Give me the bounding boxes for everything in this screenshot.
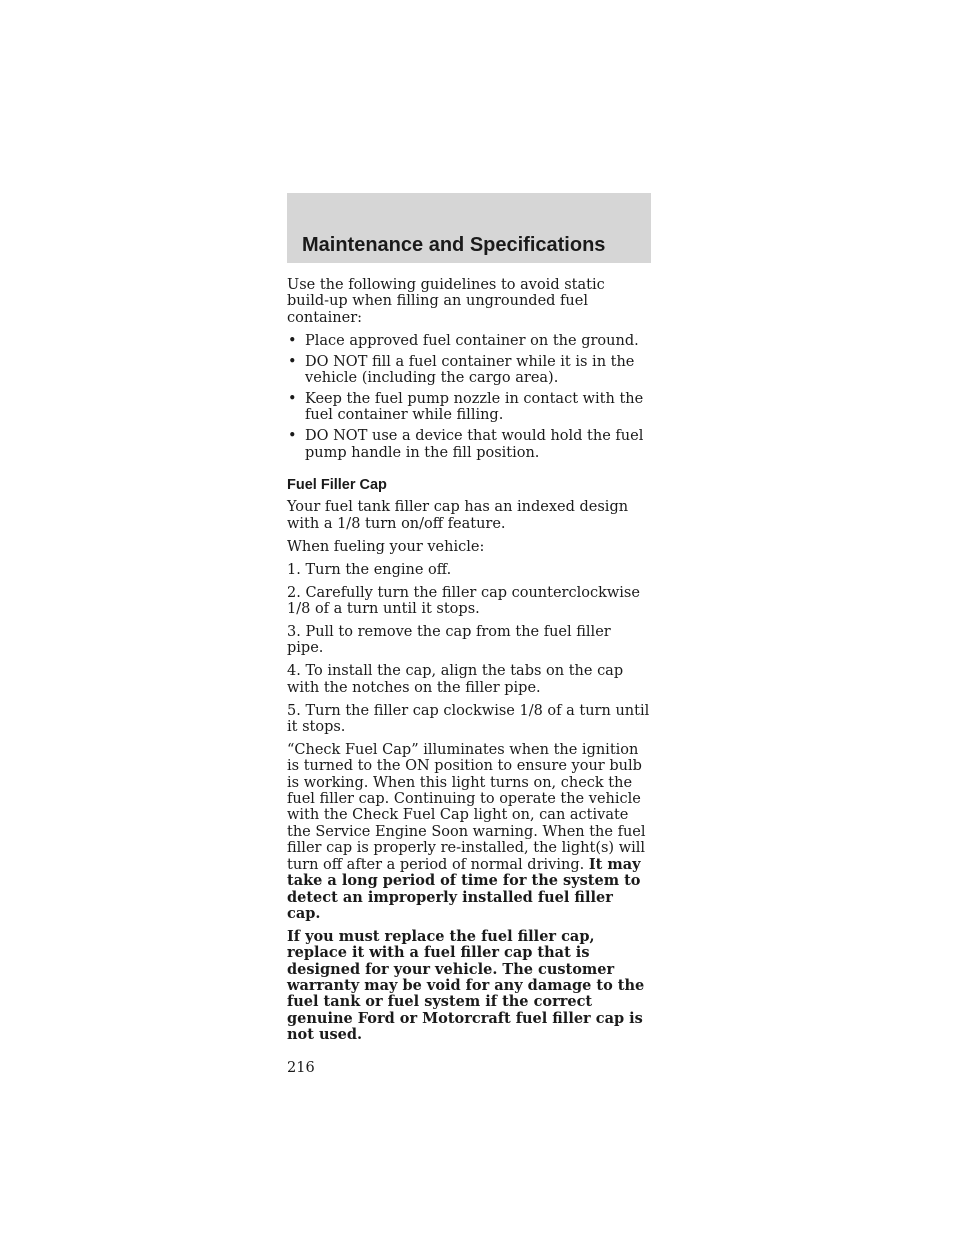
filler-cap-description: Your fuel tank filler cap has an indexed design with a 1/8 turn on/off feature. [287,499,629,532]
list-item-text: DO NOT fill a fuel container while it is in the vehicle (including the cargo area). [305,353,635,387]
step-5: 5. Turn the filler cap clockwise 1/8 of a turn until it stops. [287,702,650,735]
guidelines-list [287,333,651,461]
section-title: Maintenance and Specifications [302,234,606,256]
list-item [287,333,651,349]
list-item-text: Place approved fuel container on the ground. [305,332,639,349]
intro-paragraph: Use the following guidelines to avoid static build-up when filling an ungrounded fuel container: [287,277,605,326]
page-number: 216 [287,1059,315,1076]
list-item [287,391,651,424]
section-header-band [287,193,651,263]
list-item-text: Keep the fuel pump nozzle in contact with the fuel container while filling. [305,390,644,424]
replacement-warning: If you must replace the fuel filler cap, replace it with a fuel filler cap that is designed for your vehicle. The customer warranty may be void for any damage to the fuel tank or fuel system if the correct genuine Ford or Motorcraft fuel filler cap is not used. [287,927,645,1044]
list-item-text: DO NOT use a device that would hold the fuel pump handle in the fill position. [305,428,644,461]
list-item [287,428,651,461]
check-fuel-cap-bold-note: It may take a long period of time for the system to detect an improperly installed fuel filler cap. [287,855,641,922]
step-4: 4. To install the cap, align the tabs on the cap with the notches on the filler pipe. [287,663,624,696]
step-3: 3. Pull to remove the cap from the fuel filler pipe. [287,623,611,657]
bullet-icon: • [288,353,297,370]
when-fueling-text: When fueling your vehicle: [287,538,485,555]
check-fuel-cap-paragraph [287,742,651,922]
list-item [287,354,651,387]
bullet-icon: • [288,332,297,349]
page-content [287,277,651,1083]
bullet-icon: • [288,390,297,407]
fuel-filler-cap-heading: Fuel Filler Cap [287,477,387,494]
step-1: 1. Turn the engine off. [287,561,452,578]
check-fuel-cap-text: “Check Fuel Cap” illuminates when the ignition is turned to the ON position to ensure your bulb is working. When this light turns on, check the fuel filler cap. Continuing to operate the vehicle with the Check Fuel Cap light on, can activate the Service Engine Soon warning. When the fuel filler cap is properly re-installed, the light(s) will turn off after a period of normal driving. [287,741,646,873]
step-2: 2. Carefully turn the filler cap counterclockwise 1/8 of a turn until it stops. [287,584,640,617]
bullet-icon: • [288,428,297,445]
